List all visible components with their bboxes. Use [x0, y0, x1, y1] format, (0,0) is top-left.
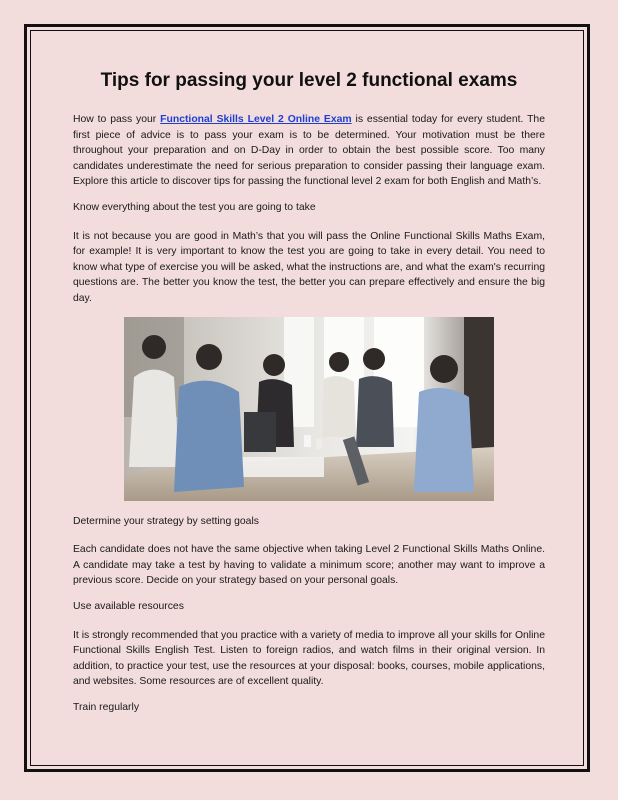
functional-skills-exam-link[interactable]: Functional Skills Level 2 Online Exam [160, 114, 352, 125]
section-body-strategy: Each candidate does not have the same objective when taking Level 2 Functional Skills Maths Online. A candidate may take a test by having to validate a minimum score; another may want to improve a previous score. Decide on your strategy based on your personal goals. [73, 544, 545, 587]
document-body [73, 70, 545, 728]
section-heading-train: Train regularly [73, 701, 140, 713]
section-heading-strategy: Determine your strategy by setting goals [73, 515, 259, 527]
intro-text-before-link: How to pass your [73, 114, 161, 125]
intro-paragraph [73, 112, 545, 190]
intro-text-after-link: is essential today for every student. The first piece of advice is to pass your exam is to be determined. Your motivation must be there throughout your preparation and on D-Day in order to obtain the best possible score. Too many candidates underestimate the need for serious preparation to consider passing their language exam. Explore this article to discover tips for passing the functional level 2 exam for both English and Math’s. [73, 114, 545, 188]
section-heading-know-test: Know everything about the test you are going to take [73, 201, 316, 213]
section-heading-resources: Use available resources [73, 600, 184, 612]
page-title: Tips for passing your level 2 functional exams [100, 70, 518, 91]
meeting-photo [124, 317, 494, 501]
section-body-resources: It is strongly recommended that you practice with a variety of media to improve all your skills for Online Functional Skills English Test. Listen to foreign radios, and watch films in their original version. In addition, to practice your test, use the resources at your disposal: books, courses, mobile applications, and websites. Some resources are of excellent quality. [73, 629, 545, 688]
section-body-know-test: It is not because you are good in Math’s that you will pass the Online Functional Skills Maths Exam, for example! It is very important to know the test you are going to take in every detail. You need to know what type of exercise you will be asked, what the instructions are, and what the exam's recurring questions are. The better you know the test, the better you can prepare effectively and ensure the big day. [73, 230, 545, 304]
